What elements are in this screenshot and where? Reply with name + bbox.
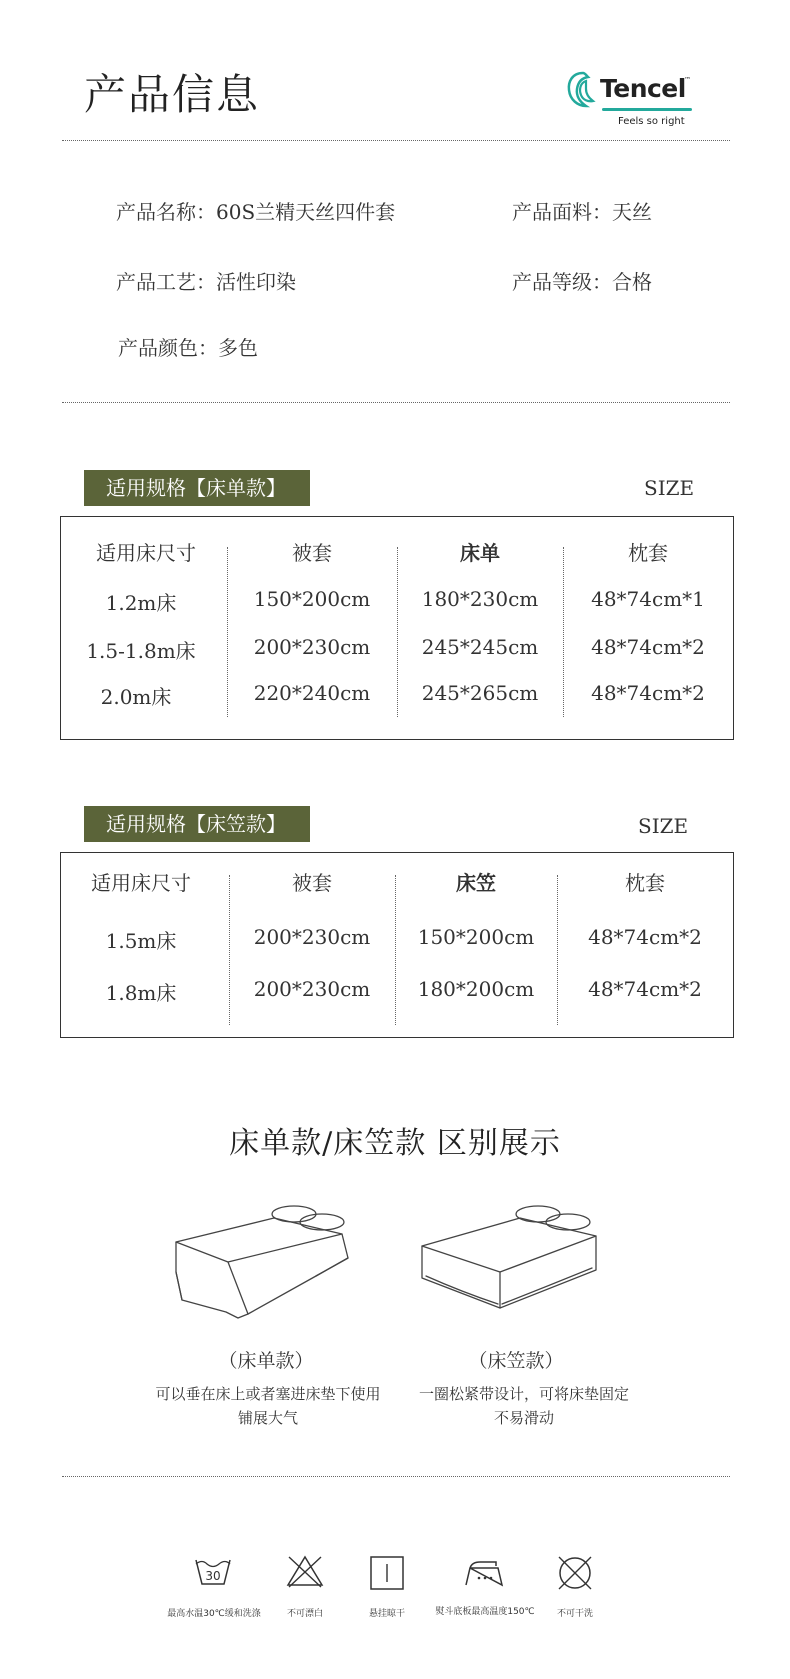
header-sheet: 床单 (460, 541, 500, 565)
table-cell: 48*74cm*2 (588, 925, 702, 949)
table-cell: 180*230cm (421, 587, 539, 611)
spec-tag-sheet: 适用规格【床单款】 (84, 470, 310, 506)
table-cell: 2.0m床 (100, 685, 172, 709)
page-title: 产品信息 (84, 70, 261, 119)
info-name (116, 196, 395, 225)
table-cell: 245*245cm (421, 635, 539, 659)
no-dryclean-icon (556, 1554, 594, 1592)
caption-fitted-sheet: （床笠款） (468, 1350, 564, 1372)
header-fitted-sheet: 床笠 (456, 871, 496, 895)
logo-underline (602, 108, 692, 111)
table-cell: 1.2m床 (105, 591, 177, 615)
divider (62, 140, 730, 141)
table-cell: 1.8m床 (105, 981, 177, 1005)
flat-sheet-bed-icon (166, 1196, 366, 1326)
info-color-value: 多色 (218, 336, 258, 360)
wash-temperature: 30 (205, 1569, 221, 1583)
header-duvet: 被套 (292, 541, 332, 565)
tencel-logo (566, 70, 696, 134)
desc-flat-sheet-2: 铺展大气 (237, 1409, 298, 1427)
divider (62, 1476, 730, 1477)
desc-flat-sheet-1: 可以垂在床上或者塞进床垫下使用 (155, 1385, 381, 1403)
tencel-leaf-icon (566, 70, 600, 110)
info-grade-label: 产品等级： (512, 270, 612, 294)
table-cell: 1.5-1.8m床 (86, 639, 196, 663)
compare-title: 床单款/床笠款 区别展示 (229, 1126, 561, 1161)
size-label: SIZE (638, 814, 689, 838)
info-craft-value: 活性印染 (216, 270, 296, 294)
size-label: SIZE (644, 476, 695, 500)
header-bed-size: 适用床尺寸 (96, 541, 196, 565)
table-cell: 245*265cm (421, 681, 539, 705)
header-bed-size: 适用床尺寸 (91, 871, 191, 895)
care-label-bleach: 不可漂白 (286, 1609, 323, 1619)
info-fabric-label: 产品面料： (512, 200, 612, 224)
table-cell: 48*74cm*2 (591, 635, 705, 659)
spec-table-sheet (60, 516, 734, 740)
caption-flat-sheet: （床单款） (218, 1350, 314, 1372)
table-cell: 200*230cm (253, 925, 371, 949)
care-label-dryclean: 不可干洗 (556, 1609, 593, 1619)
fitted-sheet-bed-icon (412, 1196, 612, 1326)
info-craft-label: 产品工艺： (116, 270, 216, 294)
column-separator (229, 875, 230, 1025)
logo-wordmark: Tencel (600, 74, 686, 103)
spec-tag-fitted: 适用规格【床笠款】 (84, 806, 310, 842)
info-fabric-value: 天丝 (612, 200, 652, 224)
header-duvet: 被套 (292, 871, 332, 895)
divider (62, 402, 730, 403)
info-grade-value: 合格 (612, 270, 652, 294)
wash-30-icon (194, 1556, 232, 1588)
logo-trademark: ™ (684, 76, 691, 84)
info-grade (512, 266, 652, 295)
info-name-value: 60S兰精天丝四件套 (216, 200, 396, 224)
header-pillowcase: 枕套 (625, 871, 665, 895)
no-bleach-icon (286, 1554, 324, 1588)
table-cell: 150*200cm (417, 925, 535, 949)
care-label-dry: 悬挂晾干 (368, 1609, 405, 1619)
info-color (118, 332, 258, 361)
care-label-wash: 最高水温30℃缓和洗涤 (167, 1609, 261, 1619)
table-cell: 180*200cm (417, 977, 535, 1001)
table-cell: 48*74cm*1 (591, 587, 705, 611)
table-cell: 200*230cm (253, 977, 371, 1001)
care-label-iron: 熨斗底板最高温度150℃ (435, 1607, 535, 1617)
info-fabric (512, 196, 652, 225)
line-dry-icon (370, 1556, 404, 1590)
column-separator (557, 875, 558, 1025)
desc-fitted-sheet-1: 一圈松紧带设计，可将床垫固定 (418, 1385, 629, 1403)
desc-fitted-sheet-2: 不易滑动 (493, 1409, 554, 1427)
spec-table-fitted (60, 852, 734, 1038)
table-cell: 150*200cm (253, 587, 371, 611)
info-name-label: 产品名称： (116, 200, 216, 224)
table-cell: 48*74cm*2 (591, 681, 705, 705)
table-cell: 1.5m床 (105, 929, 177, 953)
info-craft (116, 266, 296, 295)
table-cell: 200*230cm (253, 635, 371, 659)
table-cell: 220*240cm (253, 681, 371, 705)
info-color-label: 产品颜色： (118, 336, 218, 360)
column-separator (395, 875, 396, 1025)
table-cell: 48*74cm*2 (588, 977, 702, 1001)
iron-icon (464, 1558, 504, 1588)
logo-tagline: Feels so right (618, 116, 685, 127)
header-pillowcase: 枕套 (628, 541, 668, 565)
